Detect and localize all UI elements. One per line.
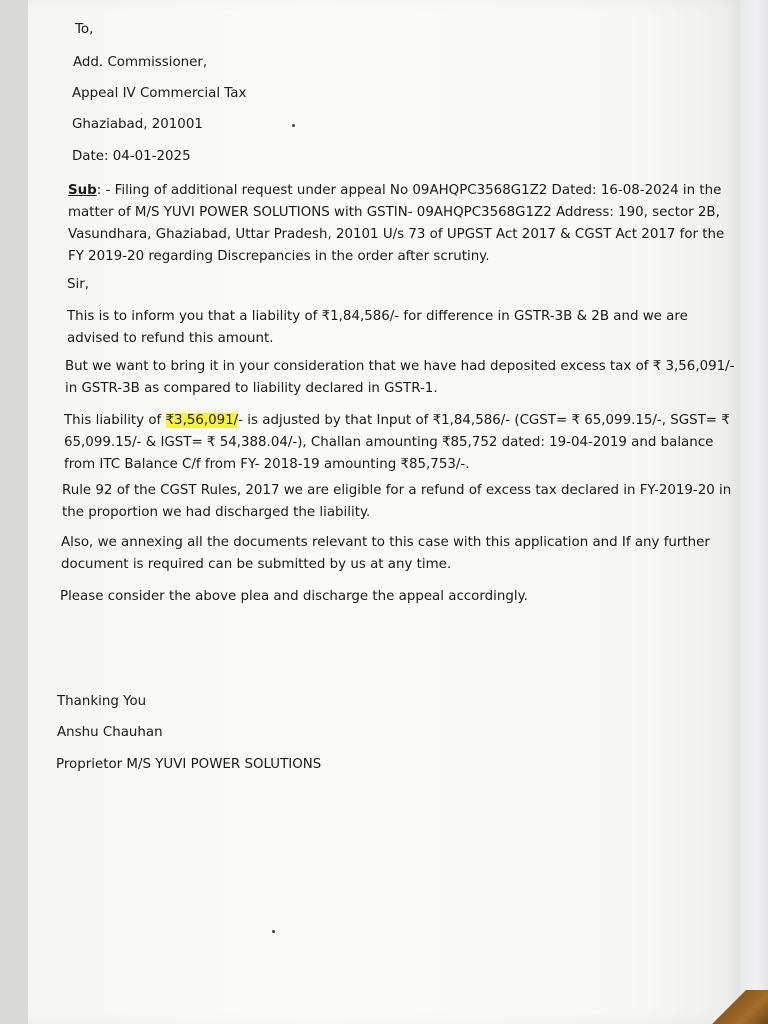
recipient-title: Add. Commissioner,	[73, 55, 208, 70]
highlighted-amount: ₹3,56,091/	[165, 413, 239, 428]
scan-speck	[292, 124, 295, 127]
subject-label: Sub	[68, 183, 97, 198]
signatory-title: Proprietor M/S YUVI POWER SOLUTIONS	[56, 757, 322, 772]
paragraph-3-prefix: This liability of	[64, 413, 166, 428]
paragraph-6: Please consider the above plea and discharge the appeal accordingly.	[60, 589, 528, 604]
paragraph-5: Also, we annexing all the documents relevant to this case with this application and If any further document is required can be submitted by us at any time.	[61, 535, 710, 572]
subject-paragraph	[68, 180, 738, 268]
subject-text: : - Filing of additional request under appeal No 09AHQPC3568G1Z2 Dated: 16-08-2024 in the matter of M/S YUVI POWER SOLUTIONS with GSTIN- 09AHQPC3568G1Z2 Address: 190, sector 2B, Vasundhara, Ghaziabad, Uttar Pradesh, 20101 U/s 73 of UPGST Act 2017 & CGST Act 2017 for the FY 2019-20 regarding Discrepancies in the order after scrutiny.	[68, 183, 725, 264]
paragraph-3	[64, 410, 742, 476]
paragraph-3-rest: - is adjusted by that Input of ₹1,84,586/- (CGST= ₹ 65,099.15/-, SGST= ₹ 65,099.15/- & IGST= ₹ 54,388.04/-), Challan amounting ₹85,752 dated: 19-04-2019 and balance from ITC Balance C/f from FY- 2018-19 amounting ₹85,753/-.	[64, 413, 730, 472]
paragraph-4: Rule 92 of the CGST Rules, 2017 we are eligible for a refund of excess tax declared in FY-2019-20 in the proportion we had discharged the liability.	[62, 483, 732, 520]
letter-date: Date: 04-01-2025	[72, 149, 191, 164]
paragraph-1: This is to inform you that a liability of ₹1,84,586/- for difference in GSTR-3B & 2B and we are advised to refund this amount.	[67, 309, 688, 346]
recipient-city: Ghaziabad, 201001	[72, 117, 203, 132]
address-to: To,	[75, 22, 94, 37]
signatory-name: Anshu Chauhan	[57, 725, 163, 740]
salutation: Sir,	[67, 277, 89, 292]
scan-speck	[272, 930, 275, 933]
recipient-office: Appeal IV Commercial Tax	[72, 86, 247, 101]
paragraph-2: But we want to bring it in your consideration that we have had deposited excess tax of ₹ 3,56,091/- in GSTR-3B as compared to liability declared in GSTR-1.	[65, 359, 735, 396]
closing: Thanking You	[57, 694, 147, 709]
